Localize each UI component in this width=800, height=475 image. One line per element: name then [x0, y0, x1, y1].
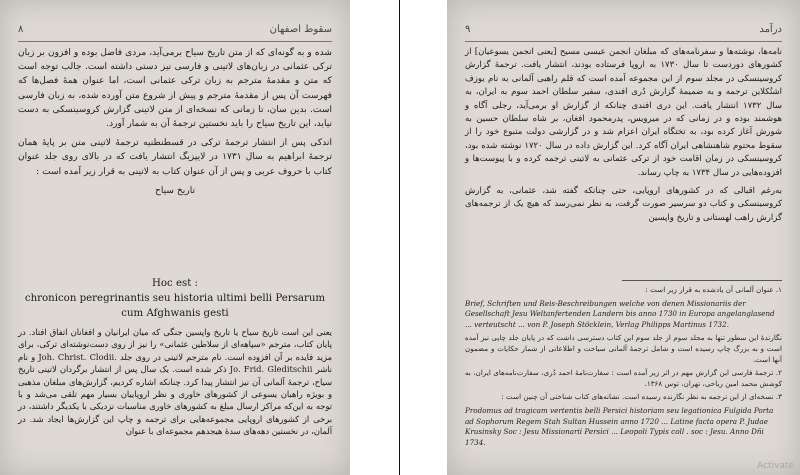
- footnote: ۲. ترجمهٔ فارسی این گزارش مهم در اثر زیر آمده است : سفارت‌نامهٔ احمد دُری‌، سفارت‌نامه‌های ایران، به کوشش محمد امین ریاحی، تهران، توس ۱۳۶۸.: [465, 368, 782, 388]
- right-book-page: [447, 0, 800, 475]
- page-header: [18, 24, 332, 42]
- header-rule: [18, 41, 332, 42]
- page-number: ۸: [18, 24, 24, 35]
- centered-arabic-title: تاریخ سیاح: [155, 185, 195, 196]
- watermark: Activate: [757, 461, 794, 471]
- footnote-latin: Brief, Schriften und Reis-Beschreibungen welche von denen Missionariis der Gesellschaft Jesu Weltanfertenden Landern bis anno 1730 in Europa angelanglasend ... verteutscht ... von P. Joseph Stöcklein, Verlag Philipps Martinus 1732.: [465, 298, 775, 329]
- footnotes: [465, 285, 782, 451]
- left-book-page: [0, 0, 350, 475]
- left-body-text: [18, 46, 332, 203]
- footnote: نگارندهٔ این سطور تنها به مجلد سوم از جلد سوم این کتاب دسترسی داشت که در پایان جلد چاپی نیز آمده است و به بزرگ چاپ رسیده است و شامل ترجمهٔ آلمانی سیاحت و اطلاعاتی از شمار حکایات و مضمون آنها است.: [465, 333, 782, 364]
- footnote: ۱. عنوان آلمانی آن یادشده به قرار زیر است :: [645, 285, 782, 294]
- paragraph: یعنی این است تاریخ سیاح یا تاریخ واپسین جنگی که میان ایرانیان و افغانان اتفاق افتاد. در پایان کتاب، مترجم «سپاهه‌ای از سلاطین عثمانی» را نیز از روی دست‌نوشته‌ای ترکی، برای مزید فایده بر آن افزوده است. نام مترجم لاتینی در روی جلد .Joh. Christ. Clodii و نام ناشر Jo. Frid. Gleditschii ذکر شده است. یک سال پس از انتشار برگردان لاتینی تاریخ سیاح، ترجمهٔ آلمانی آن نیز انتشار پیدا کرد. چنانکه اشاره کردیم، گزارش‌های مبلغان مذهبی و بویژه راهبان یسوعی از کشورهای خاوری و نظر اروپاییان بسیار مهم تلقی می‌شد و با توجه به این‌که مراکز ارسال مبلغ به کشورهای خاوری مناسبات نزدیکی با یکدیگر داشتند، در برخی از کشورهای اروپایی مجموعه‌هایی برای ترجمه و چاپ این گزارش‌ها ایجاد شد. در آلمان، در نخستین دهه‌های سدهٔ هیجدهم مجموعه‌ای با عنوان: [18, 327, 332, 437]
- page-divider: [399, 0, 400, 475]
- header-rule: [465, 41, 782, 42]
- paragraph: اندکی پس از انتشار ترجمهٔ ترکی در قسطنطنیه ترجمهٔ لاتینی متن بر پایهٔ همان ترجمهٔ ابراهیم به سال ۱۷۳۱ در لایپزیگ انتشار یافت که در بالای روی جلد عنوان کتاب با حروف عربی و پس از آن عنوان کتاب به لاتینی به قرار زیر آمده است :: [18, 138, 332, 177]
- running-title: سقوط اصفهان: [269, 24, 332, 35]
- paragraph: نامه‌ها، نوشته‌ها و سفرنامه‌های که مبلغان انجمن عیسی مسیح [یعنی انجمن یسوعیان] از کشورهای دوردست تا سال ۱۷۳۰ به اروپا فرستاده بودند، انتشار یافت. ترجمهٔ گزارش کروسینسکی در مجلد سوم از این مجموعه آمده است که قلم راهبی آلمانی به نام یوزف اشتُکلاین ترجمه و به ضمیمهٔ گزارش دُری افندی، سفیر سلطان احمد سوم به ایران، به سال ۱۷۳۲ انتشار یافت. این دری افندی چنانکه از گزارش او برمی‌آید، رجلی آگاه و هوشمند بوده و در زمانی که در میرویس، پدرمحمود افغان، بر شاه سلطان حسین به شورش آغاز کرده بود، به تختگاه ایران اعزام شد و در گزارشی دولت متبوع خود را از سقوط محتوم شاهنشاهی ایران آگاه کرد. این گزارش داده در سال ۱۷۲۰ نوشته شده بود، کروسینسکی در زمان اقامت خود از ترکی عثمانی به لاتینی ترجمه کرده و با پیوست‌ها و افزوده‌هایی در سال ۱۷۳۴ به چاپ رساند.: [465, 47, 782, 178]
- page-number: ۹: [465, 24, 471, 35]
- footnote: ۳. نسخه‌ای از این ترجمه به نظر نگارنده رسیده است. نشانه‌های کتاب شناختی آن چنین است :: [501, 392, 782, 402]
- right-body-text: [465, 46, 782, 230]
- footnote-latin: Prodomus ad tragicam vertentis belli Persici historiam seu legationica Fulgida Porta ad Sophorum Regem Stah Sultan Hussein anno 1720 ... Latine facta opera P. Judae Krusinsky Soc : Jesu Missionarii Persici ... Leopoli Typis coll . soc : Jesu. Anno Dñi 1734.: [465, 405, 774, 447]
- footnote-rule: [622, 280, 782, 281]
- page-header: [465, 24, 782, 42]
- left-body-text-lower: [18, 326, 332, 443]
- running-title: درآمد: [759, 24, 782, 35]
- latin-title-line: chronicon peregrinantis seu historia ultimi belli Persarum: [24, 293, 326, 304]
- hoc-est: Hoc est :: [152, 278, 198, 289]
- latin-title-line: cum Afghwanis gesti: [121, 308, 229, 319]
- latin-title-block: [18, 276, 332, 321]
- paragraph: شده و به گونه‌ای که از متن تاریخ سیاح برمی‌آید، مردی فاضل بوده و افزون بر زبان ترکی عثمانی در زبان‌های لاتینی و فارسی نیز دستی داشته است. جالب توجه است که متن و مقدمهٔ مترجم به زبان ترکی عثمانی است، اما عنوان همهٔ فصل‌ها که فهرست آن پس از مقدمهٔ مترجم و پیش از شروع متن آورده شده، به زبان فارسی است. بدین سان، تا زمانی که نسخه‌ای از متن لاتینی گزارش کروسینسکی به دست نیاید، این تاریخ سیاح را باید نخستین ترجمهٔ آن به شمار آورد.: [18, 48, 332, 130]
- paragraph: به‌رغم اقبالی که در کشورهای اروپایی، حتی چنانکه گفته شد، عثمانی، به گزارش کروسینسکی و کتاب دو سرسیر صورت گرفت، به نظر نمی‌رسد که هیچ یک از ترجمه‌های گزارش راهب لهستانی و تاریخ واپسین: [465, 186, 782, 223]
